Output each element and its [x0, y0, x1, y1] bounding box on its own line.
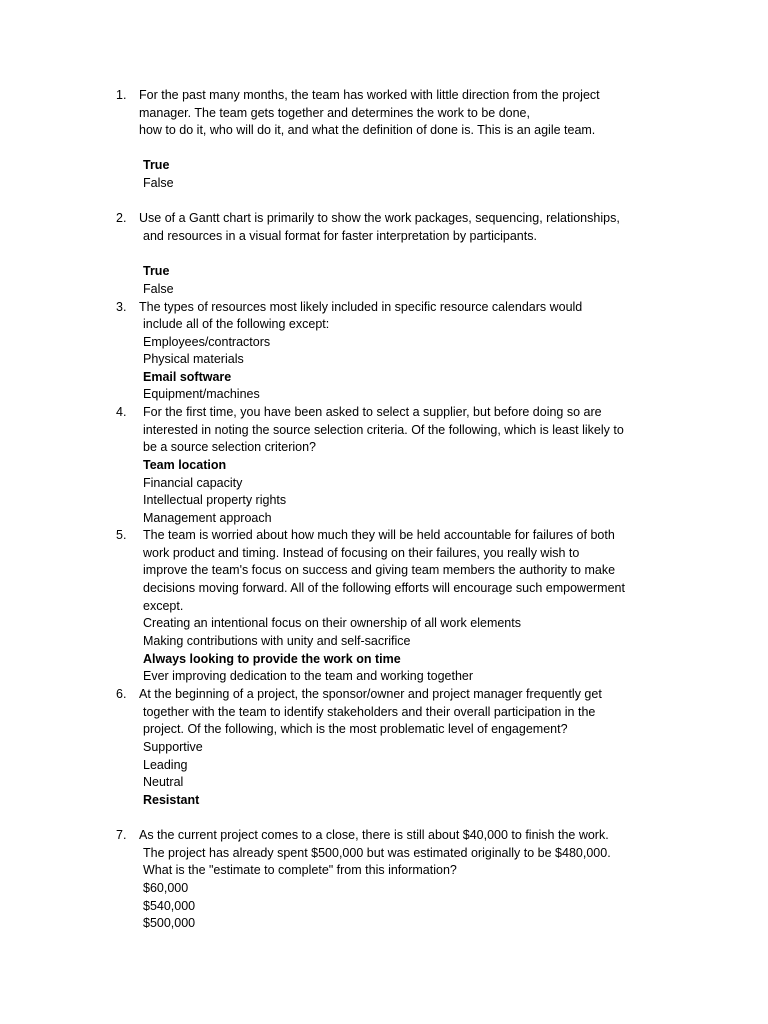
- question-7-option-2: $540,000: [143, 899, 196, 913]
- question-1-text-line-3: how to do it, who will do it, and what the definition of done is. This is an agile team.: [139, 123, 596, 137]
- question-6-option-3: Neutral: [143, 775, 184, 789]
- question-3-option-2: Physical materials: [143, 352, 244, 366]
- question-6-number: 6.: [116, 687, 127, 701]
- question-7-text-line-2: The project has already spent $500,000 but was estimated originally to be $480,000.: [143, 846, 611, 860]
- question-3-text-line-2: include all of the following except:: [143, 317, 330, 331]
- question-5-option-2: Making contributions with unity and self-sacrifice: [143, 634, 411, 648]
- question-5-text-line-4: decisions moving forward. All of the following efforts will encourage such empowerment: [143, 581, 625, 595]
- question-5-text-line-5: except.: [143, 599, 184, 613]
- question-2-number: 2.: [116, 211, 127, 225]
- question-6-text-line-3: project. Of the following, which is the most problematic level of engagement?: [143, 722, 568, 736]
- question-5-number: 5.: [116, 528, 127, 542]
- question-1-text-line-1: For the past many months, the team has worked with little direction from the project: [139, 88, 600, 102]
- question-4-option-1: Team location: [143, 458, 227, 472]
- question-1-option-2: False: [143, 176, 174, 190]
- question-2-option-2: False: [143, 282, 174, 296]
- question-5-option-1: Creating an intentional focus on their ownership of all work elements: [143, 616, 521, 630]
- question-7-text-line-3: What is the "estimate to complete" from this information?: [143, 863, 457, 877]
- question-5-option-4: Ever improving dedication to the team and working together: [143, 669, 474, 683]
- question-4-option-2: Financial capacity: [143, 476, 243, 490]
- question-6-text-line-1: At the beginning of a project, the sponsor/owner and project manager frequently get: [139, 687, 602, 701]
- question-5-text-line-1: The team is worried about how much they will be held accountable for failures of both: [143, 528, 615, 542]
- question-3-text-line-1: The types of resources most likely included in specific resource calendars would: [139, 300, 583, 314]
- question-4-number: 4.: [116, 405, 127, 419]
- question-4-text-line-3: be a source selection criterion?: [143, 440, 317, 454]
- question-3-option-1: Employees/contractors: [143, 335, 271, 349]
- question-4-option-3: Intellectual property rights: [143, 493, 287, 507]
- question-3-option-4: Equipment/machines: [143, 387, 260, 401]
- question-3-option-3: Email software: [143, 370, 232, 384]
- question-7-number: 7.: [116, 828, 127, 842]
- question-3-number: 3.: [116, 300, 127, 314]
- question-2-option-1: True: [143, 264, 170, 278]
- question-2-text-line-2: and resources in a visual format for faster interpretation by participants.: [143, 229, 537, 243]
- question-5-option-3: Always looking to provide the work on time: [143, 652, 401, 666]
- question-2-text-line-1: Use of a Gantt chart is primarily to show the work packages, sequencing, relationships,: [139, 211, 620, 225]
- question-1-number: 1.: [116, 88, 127, 102]
- question-1-text-line-2: manager. The team gets together and determines the work to be done,: [139, 106, 530, 120]
- question-6-option-4: Resistant: [143, 793, 200, 807]
- question-1-option-1: True: [143, 158, 170, 172]
- question-5-text-line-3: improve the team's focus on success and giving team members the authority to make: [143, 563, 616, 577]
- question-7-text-line-1: As the current project comes to a close, there is still about $40,000 to finish the work.: [139, 828, 609, 842]
- question-5-text-line-2: work product and timing. Instead of focusing on their failures, you really wish to: [143, 546, 580, 560]
- question-6-text-line-2: together with the team to identify stakeholders and their overall participation in the: [143, 705, 596, 719]
- question-4-text-line-1: For the first time, you have been asked to select a supplier, but before doing so are: [143, 405, 602, 419]
- question-7-option-1: $60,000: [143, 881, 189, 895]
- question-6-option-2: Leading: [143, 758, 188, 772]
- question-4-option-4: Management approach: [143, 511, 272, 525]
- question-7-option-3: $500,000: [143, 916, 196, 930]
- question-6-option-1: Supportive: [143, 740, 203, 754]
- question-4-text-line-2: interested in noting the source selection criteria. Of the following, which is least likely to: [143, 423, 624, 437]
